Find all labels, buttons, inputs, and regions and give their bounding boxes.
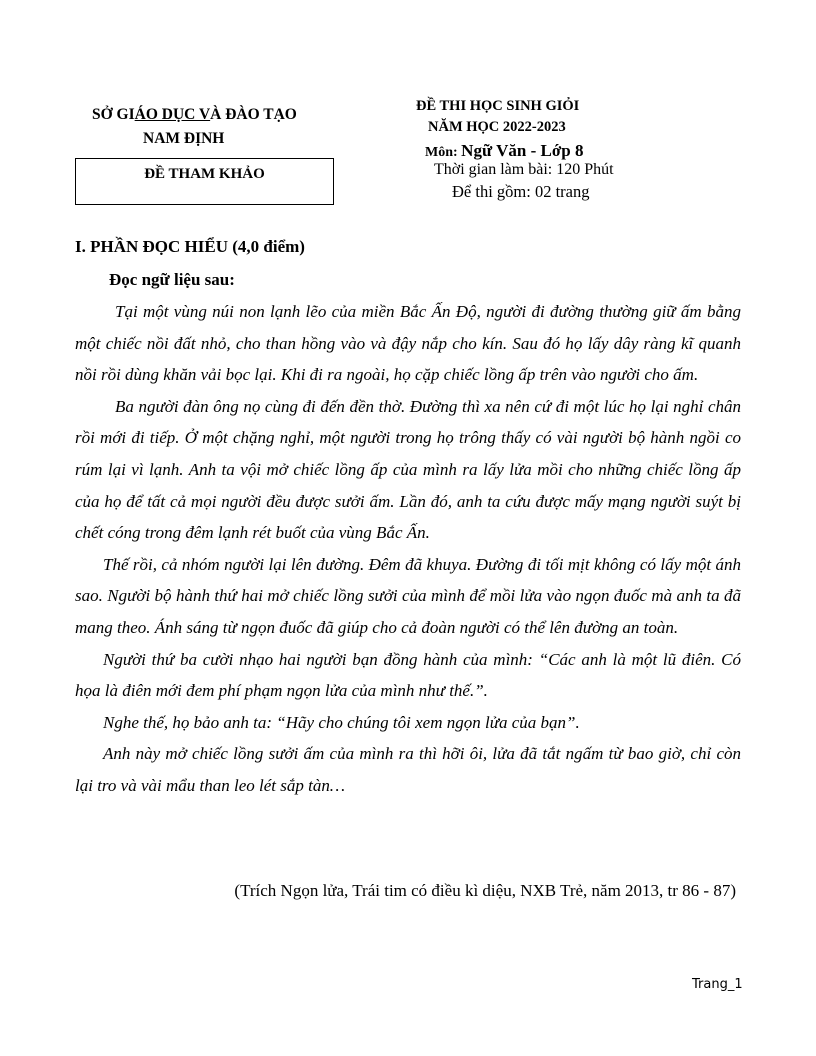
reading-instruction: Đọc ngữ liệu sau: xyxy=(109,270,235,289)
section-title: I. PHẦN ĐỌC HIỂU (4,0 điểm) xyxy=(75,237,305,256)
reading-passage xyxy=(75,296,741,802)
department-name xyxy=(92,106,297,124)
passage-paragraph-3: Thế rồi, cả nhóm người lại lên đường. Đêm đã khuya. Đường đi tối mịt không có lấy một ánh sao. Người bộ hành thứ hai mở chiếc lồng sưởi của mình để mồi lửa vào ngọn đuốc mà anh ta đã mang theo. Ánh sáng từ ngọn đuốc đã giúp cho cả đoàn người có thể lên đường an toàn. xyxy=(75,554,741,637)
subject-value: Ngữ Văn - Lớp 8 xyxy=(461,141,584,160)
department-name-underlined: ÁO DỤC V xyxy=(134,106,211,123)
province-name: NAM ĐỊNH xyxy=(143,130,225,147)
passage-paragraph-6: Anh này mở chiếc lồng sưởi ấm của mình ra thì hỡi ôi, lửa đã tắt ngấm từ bao giờ, chỉ còn lại tro và vài mẩu than leo lét sắp tàn… xyxy=(75,744,741,795)
passage-paragraph-4: Người thứ ba cười nhạo hai người bạn đồng hành của mình: “Các anh là một lũ điên. Có họa là điên mới đem phí phạm ngọn lửa của mình như thế.”. xyxy=(75,649,741,701)
subject-label: Môn: xyxy=(425,145,462,160)
passage-paragraph-2: Ba người đàn ông nọ cùng đi đến đền thờ. Đường thì xa nên cứ đi một lúc họ lại nghỉ chân rồi mới đi tiếp. Ở một chặng nghỉ, một người trong họ trông thấy có vài người bộ hành ngồi co rúm lại vì lạnh. Anh ta vội mở chiếc lồng ấp của mình ra lấy lửa mồi cho những chiếc lồng ấp của họ để tất cả mọi người đều được sưởi ấm. Lần đó, anh ta cứu được mấy mạng người suýt bị chết cóng trong đêm lạnh rét buốt của vùng Bắc Ấn. xyxy=(75,396,741,543)
school-year: NĂM HỌC 2022-2023 xyxy=(428,119,566,135)
subject-line xyxy=(425,141,583,161)
exam-title: ĐỀ THI HỌC SINH GIỎI xyxy=(416,98,580,114)
passage-paragraph-1: Tại một vùng núi non lạnh lẽo của miền Bắc Ấn Độ, người đi đường thường giữ ấm bằng một chiếc nồi đất nhỏ, cho than hồng vào và đậy nắp cho kín. Sau đó họ lấy dây ràng kĩ quanh nồi rồi dùng khăn vải bọc lại. Khi đi ra ngoài, họ cặp chiếc lồng ấp trên vào người cho ấm. xyxy=(75,302,741,385)
page-number: Trang_1 xyxy=(692,977,743,992)
passage-paragraph-5: Nghe thế, họ bảo anh ta: “Hãy cho chúng tôi xem ngọn lửa của bạn”. xyxy=(103,712,580,732)
reference-box xyxy=(75,158,334,205)
department-name-part1: SỞ GI xyxy=(92,106,135,123)
department-name-part3: À ĐÀO TẠO xyxy=(210,106,297,123)
passage-source: (Trích Ngọn lửa, Trái tim có điều kì diệu, NXB Trẻ, năm 2013, tr 86 - 87) xyxy=(234,881,736,900)
exam-duration: Thời gian làm bài: 120 Phút xyxy=(434,161,614,178)
exam-page-count: Để thi gồm: 02 trang xyxy=(452,182,590,201)
reference-label: ĐỀ THAM KHẢO xyxy=(144,166,265,182)
